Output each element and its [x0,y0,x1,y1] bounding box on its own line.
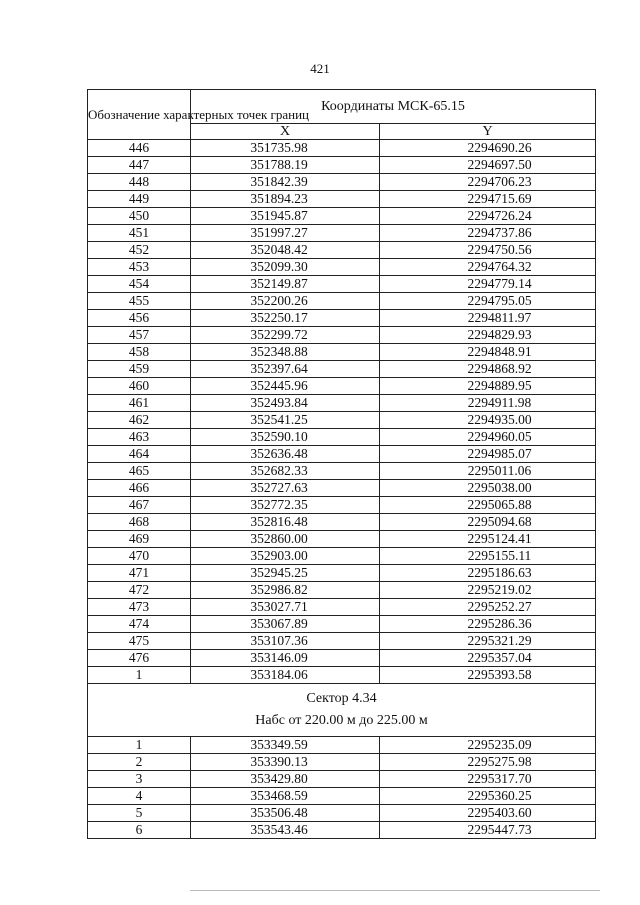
x-coordinate-cell: 352903.00 [191,548,380,565]
x-coordinate-cell: 352099.30 [191,259,380,276]
x-coordinate-cell: 352200.26 [191,293,380,310]
point-id-cell: 1 [88,737,191,754]
point-id-cell: 4 [88,788,191,805]
x-coordinate-cell: 352860.00 [191,531,380,548]
point-id-cell: 446 [88,140,191,157]
table-row [88,599,596,616]
y-coordinate-cell: 2294795.05 [380,293,596,310]
point-id-cell: 464 [88,446,191,463]
y-coordinate-cell: 2295286.36 [380,616,596,633]
table-row [88,429,596,446]
page-number: 421 [310,61,330,76]
table-row [88,259,596,276]
sector-title: Сектор 4.34 [306,691,377,706]
point-id-cell: 449 [88,191,191,208]
x-coordinate-cell: 352727.63 [191,480,380,497]
coordinates-table [87,89,596,839]
y-coordinate-cell: 2294737.86 [380,225,596,242]
table-row [88,633,596,650]
point-id-cell: 456 [88,310,191,327]
x-coordinate-cell: 352772.35 [191,497,380,514]
y-coordinate-cell: 2294811.97 [380,310,596,327]
x-coordinate-cell: 351842.39 [191,174,380,191]
x-coordinate-cell: 351894.23 [191,191,380,208]
y-coordinate-cell: 2295403.60 [380,805,596,822]
point-id-cell: 6 [88,822,191,839]
table-row [88,242,596,259]
y-coordinate-cell: 2295321.29 [380,633,596,650]
point-id-cell: 2 [88,754,191,771]
x-coordinate-cell: 351735.98 [191,140,380,157]
y-coordinate-cell: 2295393.58 [380,667,596,684]
y-coordinate-cell: 2295124.41 [380,531,596,548]
x-coordinate-cell: 352149.87 [191,276,380,293]
y-coordinate-cell: 2294715.69 [380,191,596,208]
y-coordinate-cell: 2295447.73 [380,822,596,839]
y-coordinate-cell: 2294697.50 [380,157,596,174]
table-row [88,140,596,157]
y-coordinate-cell: 2295038.00 [380,480,596,497]
x-coordinate-cell: 352397.64 [191,361,380,378]
table-row [88,582,596,599]
point-id-cell: 452 [88,242,191,259]
x-coordinate-cell: 352636.48 [191,446,380,463]
y-coordinate-cell: 2294706.23 [380,174,596,191]
x-coordinate-cell: 351788.19 [191,157,380,174]
y-coordinate-cell: 2294960.05 [380,429,596,446]
y-coordinate-cell: 2295360.25 [380,788,596,805]
x-coordinate-cell: 351997.27 [191,225,380,242]
table-row [88,463,596,480]
table-row [88,514,596,531]
x-coordinate-cell: 353107.36 [191,633,380,650]
point-id-cell: 470 [88,548,191,565]
table-row [88,822,596,839]
coordinates-table-body [88,90,596,839]
point-id-cell: 465 [88,463,191,480]
y-coordinate-cell: 2294848.91 [380,344,596,361]
table-row [88,531,596,548]
table-row [88,361,596,378]
y-coordinate-cell: 2295094.68 [380,514,596,531]
point-id-cell: 453 [88,259,191,276]
table-row [88,225,596,242]
point-id-cell: 474 [88,616,191,633]
point-id-cell: 447 [88,157,191,174]
x-coordinate-cell: 352986.82 [191,582,380,599]
point-id-cell: 469 [88,531,191,548]
point-id-cell: 473 [88,599,191,616]
x-coordinate-cell: 353067.89 [191,616,380,633]
table-row [88,548,596,565]
y-coordinate-cell: 2294690.26 [380,140,596,157]
x-coordinate-cell: 352945.25 [191,565,380,582]
x-coordinate-cell: 352048.42 [191,242,380,259]
y-coordinate-cell: 2294764.32 [380,259,596,276]
table-row [88,737,596,754]
table-row [88,497,596,514]
table-row [88,208,596,225]
y-coordinate-cell: 2295252.27 [380,599,596,616]
table-row [88,480,596,497]
y-coordinate-cell: 2294985.07 [380,446,596,463]
x-coordinate-cell: 352682.33 [191,463,380,480]
point-id-cell: 463 [88,429,191,446]
y-coordinate-cell: 2295235.09 [380,737,596,754]
table-row [88,344,596,361]
y-coordinate-cell: 2294889.95 [380,378,596,395]
sector-cell [88,684,596,737]
point-id-cell: 1 [88,667,191,684]
table-row [88,565,596,582]
table-row [88,805,596,822]
point-id-cell: 476 [88,650,191,667]
point-id-cell: 472 [88,582,191,599]
y-coordinate-cell: 2295155.11 [380,548,596,565]
table-row [88,446,596,463]
y-coordinate-cell: 2294750.56 [380,242,596,259]
x-coordinate-cell: 353027.71 [191,599,380,616]
y-column-header: Y [380,124,596,140]
y-coordinate-cell: 2294911.98 [380,395,596,412]
x-coordinate-cell: 352816.48 [191,514,380,531]
y-coordinate-cell: 2295317.70 [380,771,596,788]
x-coordinate-cell: 353184.06 [191,667,380,684]
sector-altitude-range: Набс от 220.00 м до 225.00 м [255,713,428,728]
x-coordinate-cell: 352493.84 [191,395,380,412]
table-row [88,310,596,327]
x-column-header: X [191,124,380,140]
x-coordinate-cell: 353349.59 [191,737,380,754]
table-row [88,667,596,684]
table-row [88,395,596,412]
point-id-cell: 460 [88,378,191,395]
y-coordinate-cell: 2294829.93 [380,327,596,344]
table-header-row [88,90,596,124]
point-id-cell: 451 [88,225,191,242]
y-coordinate-cell: 2295065.88 [380,497,596,514]
x-coordinate-cell: 351945.87 [191,208,380,225]
point-id-cell: 3 [88,771,191,788]
point-id-cell: 458 [88,344,191,361]
y-coordinate-cell: 2295186.63 [380,565,596,582]
point-id-cell: 468 [88,514,191,531]
point-id-cell: 459 [88,361,191,378]
table-row [88,293,596,310]
table-row [88,191,596,208]
table-row [88,771,596,788]
point-id-cell: 462 [88,412,191,429]
table-row [88,157,596,174]
x-coordinate-cell: 352590.10 [191,429,380,446]
x-coordinate-cell: 353506.48 [191,805,380,822]
table-row [88,788,596,805]
point-id-cell: 457 [88,327,191,344]
x-coordinate-cell: 352348.88 [191,344,380,361]
point-id-cell: 5 [88,805,191,822]
x-coordinate-cell: 352299.72 [191,327,380,344]
y-coordinate-cell: 2295275.98 [380,754,596,771]
x-coordinate-cell: 352250.17 [191,310,380,327]
table-row [88,412,596,429]
y-coordinate-cell: 2295011.06 [380,463,596,480]
y-coordinate-cell: 2295357.04 [380,650,596,667]
point-id-cell: 454 [88,276,191,293]
y-coordinate-cell: 2294726.24 [380,208,596,225]
point-id-cell: 455 [88,293,191,310]
point-id-cell: 471 [88,565,191,582]
table-row [88,616,596,633]
table-row [88,650,596,667]
bottom-rule [190,890,600,891]
point-id-cell: 461 [88,395,191,412]
y-coordinate-cell: 2295219.02 [380,582,596,599]
x-coordinate-cell: 353468.59 [191,788,380,805]
point-id-cell: 450 [88,208,191,225]
table-row [88,327,596,344]
x-coordinate-cell: 353543.46 [191,822,380,839]
point-column-header: Обозначение характерных точек границ [88,90,191,140]
y-coordinate-cell: 2294779.14 [380,276,596,293]
x-coordinate-cell: 353429.80 [191,771,380,788]
sector-row [88,684,596,737]
table-row [88,378,596,395]
x-coordinate-cell: 353390.13 [191,754,380,771]
table-row [88,754,596,771]
point-id-cell: 475 [88,633,191,650]
y-coordinate-cell: 2294935.00 [380,412,596,429]
y-coordinate-cell: 2294868.92 [380,361,596,378]
table-row [88,174,596,191]
point-id-cell: 467 [88,497,191,514]
point-id-cell: 448 [88,174,191,191]
x-coordinate-cell: 352445.96 [191,378,380,395]
x-coordinate-cell: 352541.25 [191,412,380,429]
coordinate-system-header: Координаты МСК-65.15 [191,90,596,124]
x-coordinate-cell: 353146.09 [191,650,380,667]
table-row [88,276,596,293]
point-id-cell: 466 [88,480,191,497]
